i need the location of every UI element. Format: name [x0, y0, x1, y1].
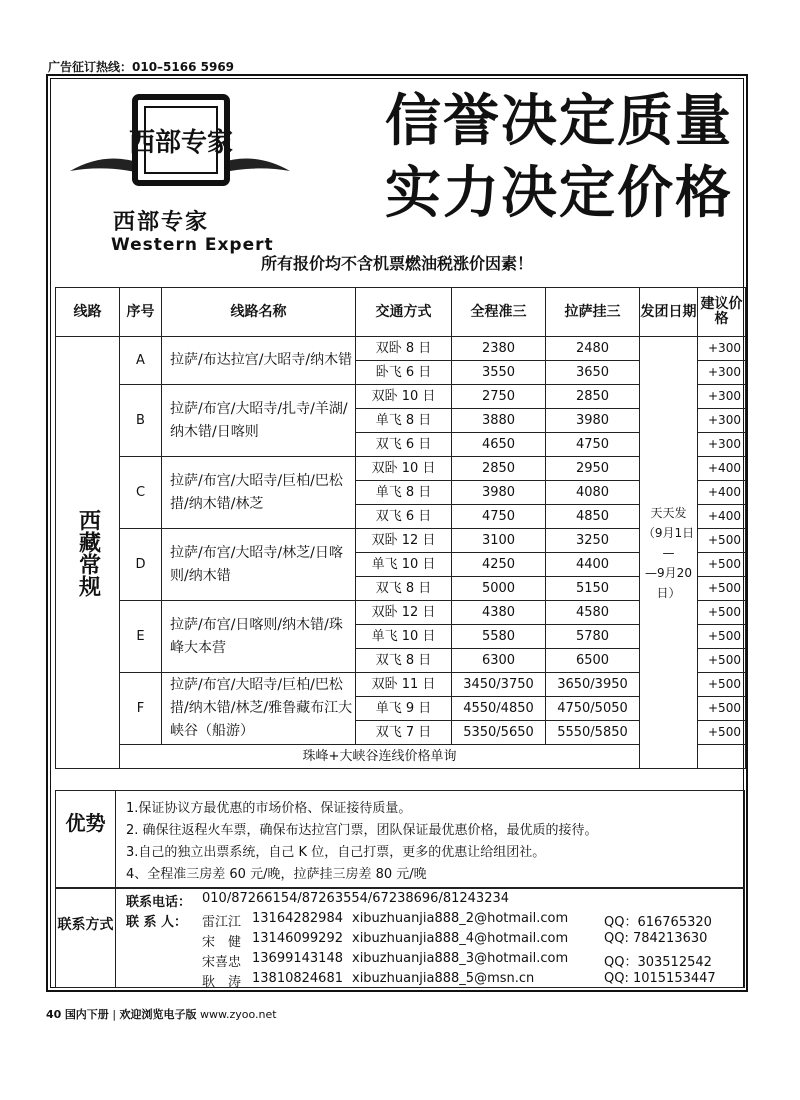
advantages-label: 优势	[56, 791, 116, 887]
seq-cell: F	[120, 673, 162, 745]
lhasa-price-cell: 5150	[546, 577, 640, 601]
route-name-cell: 拉萨/布宫/大昭寺/巨柏/巴松措/纳木错/林芝/雅鲁藏布江大峡谷（船游）	[162, 673, 356, 745]
advice-price-cell: +500	[698, 697, 746, 721]
contact-person-qq: QQ：616765320	[604, 915, 712, 930]
header-lhasa: 拉萨挂三	[546, 288, 640, 337]
contact-person-email: xibuzhuanjia888_3@hotmail.com	[352, 951, 569, 966]
advantage-item-4: 4、全程准三房差 60 元/晚，拉萨挂三房差 80 元/晚	[126, 867, 427, 882]
advantage-item-2: 2. 确保往返程火车票，确保布达拉宫门票，团队保证最优惠价格，最优质的接待。	[126, 823, 598, 838]
advice-price-cell: +500	[698, 577, 746, 601]
departure-cell	[640, 337, 698, 769]
lhasa-price-cell: 2480	[546, 337, 640, 361]
full-price-cell: 4550/4850	[452, 697, 546, 721]
price-table	[55, 287, 746, 769]
footer-page-number: 40	[46, 1008, 62, 1021]
advice-price-cell: +300	[698, 361, 746, 385]
contact-person-email: xibuzhuanjia888_4@hotmail.com	[352, 931, 569, 946]
full-price-cell: 3980	[452, 481, 546, 505]
transport-cell: 双飞 6 日	[356, 505, 452, 529]
contact-person-phone: 13146099292	[252, 931, 343, 946]
full-price-cell: 4250	[452, 553, 546, 577]
logo-chinese-name: 西部专家	[113, 209, 210, 235]
advice-price-cell: +300	[698, 409, 746, 433]
route-name-cell: 拉萨/布宫/大昭寺/巨柏/巴松措/纳木错/林芝	[162, 457, 356, 529]
advice-price-cell: +400	[698, 457, 746, 481]
advice-price-cell: +500	[698, 721, 746, 745]
advertisement-inner	[50, 78, 744, 988]
contact-section	[55, 888, 745, 988]
transport-cell: 双飞 6 日	[356, 433, 452, 457]
header-advice: 建议价格	[698, 288, 746, 337]
transport-cell: 双卧 12 日	[356, 601, 452, 625]
transport-cell: 卧飞 6 日	[356, 361, 452, 385]
lhasa-price-cell: 4750	[546, 433, 640, 457]
lhasa-price-cell: 6500	[546, 649, 640, 673]
header-transport: 交通方式	[356, 288, 452, 337]
transport-cell: 双飞 8 日	[356, 577, 452, 601]
contact-label: 联系方式	[56, 889, 116, 987]
slogan-line-2: 实力决定价格	[385, 160, 733, 226]
lhasa-price-cell: 3980	[546, 409, 640, 433]
contact-person-qq: QQ：303512542	[604, 955, 712, 970]
advice-price-cell: +500	[698, 601, 746, 625]
advice-price-cell: +300	[698, 337, 746, 361]
ad-hotline: 广告征订热线：010–5166 5969	[48, 60, 235, 74]
lhasa-price-cell: 4850	[546, 505, 640, 529]
contact-person-qq: QQ: 1015153447	[604, 971, 716, 986]
region-cell: 西藏常规	[56, 337, 120, 769]
transport-cell: 双卧 10 日	[356, 385, 452, 409]
departure-text: 天天发	[650, 505, 687, 520]
advantages-section	[55, 790, 745, 888]
advice-price-cell: +300	[698, 385, 746, 409]
transport-cell: 单飞 10 日	[356, 553, 452, 577]
lhasa-price-cell: 3250	[546, 529, 640, 553]
full-price-cell: 5000	[452, 577, 546, 601]
svg-text:西部专家: 西部专家	[128, 128, 234, 158]
logo-english-name: Western Expert	[111, 235, 274, 255]
transport-cell: 双飞 8 日	[356, 649, 452, 673]
transport-cell: 双卧 10 日	[356, 457, 452, 481]
header-seq: 序号	[120, 288, 162, 337]
full-price-cell: 5580	[452, 625, 546, 649]
full-price-cell: 6300	[452, 649, 546, 673]
full-price-cell: 4750	[452, 505, 546, 529]
logo-seal-icon	[65, 93, 295, 203]
seq-cell: A	[120, 337, 162, 385]
company-logo	[65, 93, 295, 263]
footer-section: 国内下册	[64, 1008, 109, 1021]
table-header-row	[56, 288, 746, 337]
contact-phones: 010/87266154/87263554/67238696/81243234	[202, 891, 510, 906]
advertisement-frame	[46, 74, 748, 992]
full-price-cell: 3550	[452, 361, 546, 385]
header-full: 全程准三	[452, 288, 546, 337]
contact-person-phone: 13164282984	[252, 911, 343, 926]
contact-person-email: xibuzhuanjia888_2@hotmail.com	[352, 911, 569, 926]
full-price-cell: 2380	[452, 337, 546, 361]
route-name-cell: 拉萨/布宫/大昭寺/林芝/日喀则/纳木错	[162, 529, 356, 601]
full-price-cell: 3450/3750	[452, 673, 546, 697]
full-price-cell: 3880	[452, 409, 546, 433]
header-departure: 发团日期	[640, 288, 698, 337]
full-price-cell: 2750	[452, 385, 546, 409]
table-note: 珠峰+大峡谷连线价格单询	[120, 745, 640, 769]
advice-price-cell: +300	[698, 433, 746, 457]
lhasa-price-cell: 2850	[546, 385, 640, 409]
contact-person-name: 宋喜忠	[202, 955, 242, 970]
transport-cell: 双卧 8 日	[356, 337, 452, 361]
advice-price-cell: +400	[698, 505, 746, 529]
route-name-cell: 拉萨/布宫/日喀则/纳木错/珠峰大本营	[162, 601, 356, 673]
lhasa-price-cell: 4580	[546, 601, 640, 625]
departure-text: （9月1日—	[642, 525, 695, 560]
page-footer	[46, 1006, 277, 1022]
seq-cell: D	[120, 529, 162, 601]
advantage-item-3: 3.自己的独立出票系统，自己 K 位，自己打票，更多的优惠让给组团社。	[126, 845, 546, 860]
contact-person-name: 宋 健	[202, 935, 242, 950]
contact-person-name: 耿 涛	[202, 975, 242, 990]
lhasa-price-cell: 2950	[546, 457, 640, 481]
contact-person-email: xibuzhuanjia888_5@msn.cn	[352, 971, 535, 986]
header-name: 线路名称	[162, 288, 356, 337]
advice-price-cell: +500	[698, 625, 746, 649]
price-notice: 所有报价均不含机票燃油税涨价因素！	[260, 254, 533, 273]
transport-cell: 单飞 8 日	[356, 409, 452, 433]
advantage-item-1: 1.保证协议方最优惠的市场价格、保证接待质量。	[126, 801, 412, 816]
transport-cell: 单飞 10 日	[356, 625, 452, 649]
seq-cell: B	[120, 385, 162, 457]
full-price-cell: 2850	[452, 457, 546, 481]
full-price-cell: 4650	[452, 433, 546, 457]
departure-text: —9月20日）	[645, 565, 692, 600]
route-name-cell: 拉萨/布达拉宫/大昭寺/纳木错	[162, 337, 356, 385]
seq-cell: C	[120, 457, 162, 529]
lhasa-price-cell: 5550/5850	[546, 721, 640, 745]
full-price-cell: 5350/5650	[452, 721, 546, 745]
transport-cell: 单飞 8 日	[356, 481, 452, 505]
lhasa-price-cell: 3650/3950	[546, 673, 640, 697]
advice-price-cell: +500	[698, 553, 746, 577]
advice-price-cell: +500	[698, 529, 746, 553]
footer-site-link[interactable]: www.zyoo.net	[200, 1008, 277, 1021]
full-price-cell: 3100	[452, 529, 546, 553]
lhasa-price-cell: 4080	[546, 481, 640, 505]
contact-phone-label: 联系电话：	[126, 895, 192, 910]
contact-person-label: 联 系 人：	[126, 915, 188, 930]
lhasa-price-cell: 5780	[546, 625, 640, 649]
seq-cell: E	[120, 601, 162, 673]
contact-person-phone: 13699143148	[252, 951, 343, 966]
lhasa-price-cell: 4750/5050	[546, 697, 640, 721]
table-row	[56, 337, 746, 361]
lhasa-price-cell: 3650	[546, 361, 640, 385]
transport-cell: 双飞 7 日	[356, 721, 452, 745]
advice-price-cell: +400	[698, 481, 746, 505]
slogan-line-1: 信誉决定质量	[385, 88, 733, 154]
advice-price-cell-empty	[698, 745, 746, 769]
advice-price-cell: +500	[698, 649, 746, 673]
footer-separator: |	[112, 1008, 117, 1021]
route-name-cell: 拉萨/布宫/大昭寺/扎寺/羊湖/纳木错/日喀则	[162, 385, 356, 457]
transport-cell: 单飞 9 日	[356, 697, 452, 721]
full-price-cell: 4380	[452, 601, 546, 625]
transport-cell: 双卧 12 日	[356, 529, 452, 553]
footer-slogan: 欢迎浏览电子版	[119, 1008, 197, 1021]
contact-person-phone: 13810824681	[252, 971, 343, 986]
lhasa-price-cell: 4400	[546, 553, 640, 577]
contact-person-name: 雷江江	[202, 915, 242, 930]
header-route: 线路	[56, 288, 120, 337]
transport-cell: 双卧 11 日	[356, 673, 452, 697]
contact-person-qq: QQ: 784213630	[604, 931, 708, 946]
advice-price-cell: +500	[698, 673, 746, 697]
